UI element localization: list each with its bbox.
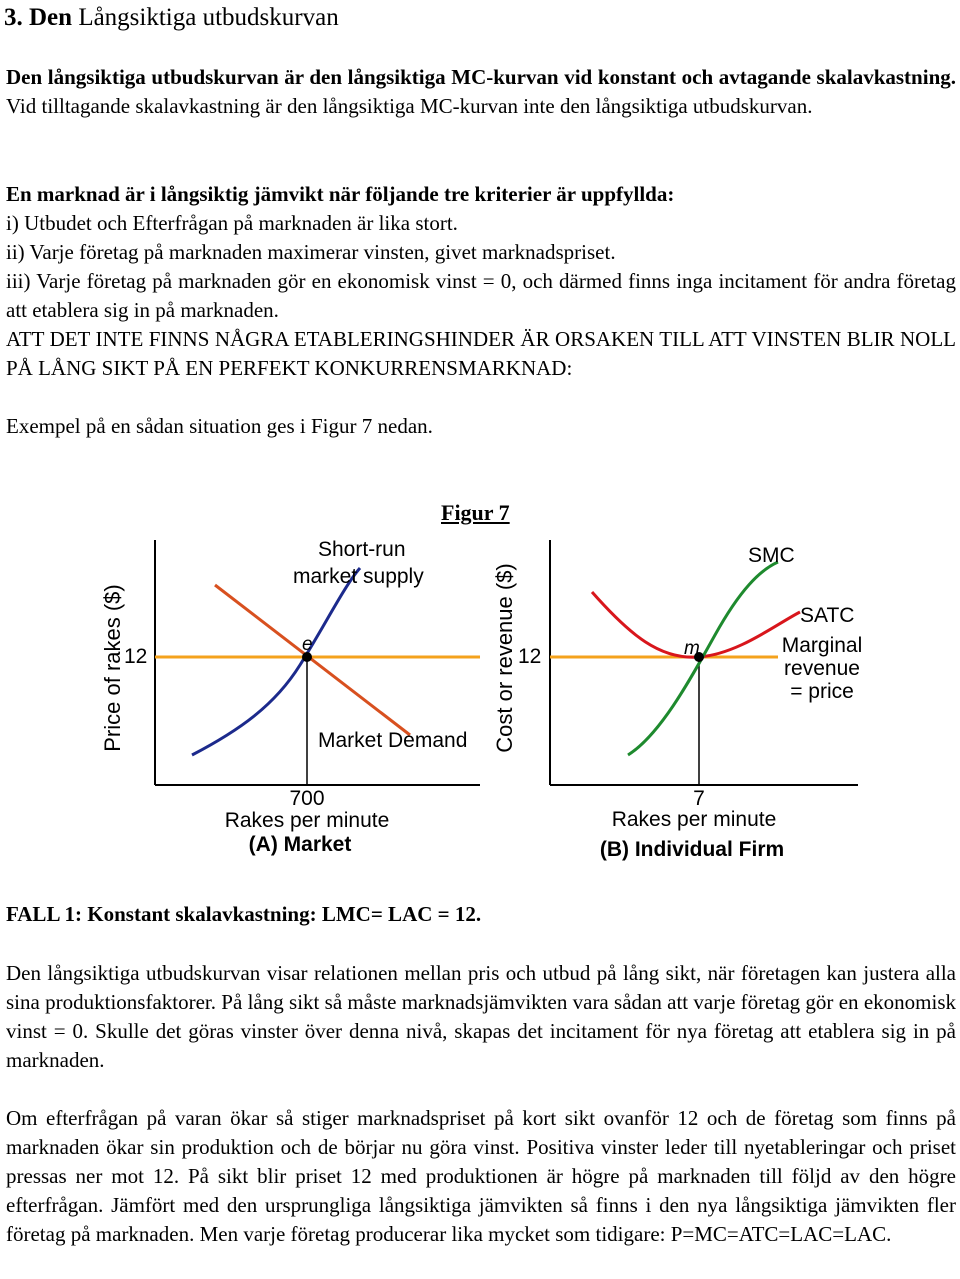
- section-heading-rest: Långsiktiga utbudskurvan: [78, 4, 339, 31]
- market-demand-curve: [215, 585, 410, 735]
- criterion-i: i) Utbudet och Efterfrågan på marknaden är lika stort.: [6, 211, 458, 235]
- criterion-ii: ii) Varje företag på marknaden maximerar vinsten, givet marknadspriset.: [6, 240, 616, 264]
- panel-a-x-value: 700: [289, 787, 325, 810]
- mr-label-3: = price: [790, 680, 854, 703]
- fall1-heading: FALL 1: Konstant skalavkastning: LMC= LAC = 12.: [6, 902, 482, 926]
- panel-b-x-value: 7: [693, 787, 705, 810]
- satc-label: SATC: [800, 604, 855, 627]
- demand-label: Market Demand: [318, 729, 468, 752]
- fall1-paragraph-1: Den långsiktiga utbudskurvan visar relationen mellan pris och utbud på lång sikt, när företagen kan justera alla sina produktionsfaktorer. På lång sikt så måste marknadsjämvikten vara sådan att varje företag gör en ekonomisk vinst = 0. Skulle det göras vinster över denna nivå, skapas det incitament för nya företag att etablera sig in på marknaden.: [6, 961, 956, 1072]
- section-heading-number: 3. Den: [4, 4, 73, 31]
- panel-a-caption: (A) Market: [248, 833, 352, 856]
- section-heading: [4, 2, 339, 34]
- example-text: Exempel på en sådan situation ges i Figur 7 nedan.: [6, 414, 433, 438]
- panel-a-xlabel: Rakes per minute: [224, 809, 390, 832]
- panel-a-point-label: e: [302, 634, 313, 655]
- intro-bold: Den långsiktiga utbudskurvan är den långsiktiga MC-kurvan vid konstant och avtagande skalavkastning.: [6, 65, 956, 89]
- figure-title: Figur 7: [441, 500, 510, 525]
- supply-label-1: Short-run: [318, 538, 406, 561]
- panel-a-ylabel: Price of rakes ($): [100, 584, 125, 752]
- panel-a-price-tick: 12: [124, 645, 148, 668]
- supply-label-2: market supply: [293, 565, 424, 588]
- figure-7: [0, 530, 960, 870]
- panel-b-ylabel: Cost or revenue ($): [492, 563, 517, 753]
- panel-b-xlabel: Rakes per minute: [611, 808, 777, 831]
- mr-label-2: revenue: [784, 657, 860, 680]
- panel-b-caption: (B) Individual Firm: [599, 838, 785, 861]
- criteria-heading: En marknad är i långsiktig jämvikt när följande tre kriterier är uppfyllda:: [6, 182, 675, 206]
- panel-b-point-label: m: [684, 638, 700, 659]
- market-supply-curve: [192, 568, 360, 755]
- intro-paragraph: [6, 63, 956, 121]
- panel-b-price-tick: 12: [518, 645, 542, 668]
- mr-label-1: Marginal: [781, 634, 863, 657]
- smc-label: SMC: [748, 544, 795, 567]
- intro-normal: Vid tilltagande skalavkastning är den långsiktiga MC-kurvan inte den långsiktiga utbudskurvan.: [6, 94, 813, 118]
- fall1-paragraph-2: Om efterfrågan på varan ökar så stiger marknadspriset på kort sikt ovanför 12 och de företag som finns på marknaden ökar sin produktion och de börjar nu göra vinst. Positiva vinster leder till nyetableringar och priset pressas ner mot 12. På sikt blir priset 12 med produktionen är högre på marknaden till följd av den högre efterfrågan. Jämfört med den ursprungliga långsiktiga jämvikten så finns i den nya långsiktiga jämvikten fler företag på marknaden. Men varje företag producerar lika mycket som tidigare: P=MC=ATC=LAC=LAC.: [6, 1106, 956, 1246]
- criteria-caps: ATT DET INTE FINNS NÅGRA ETABLERINGSHINDER ÄR ORSAKEN TILL ATT VINSTEN BLIR NOLL PÅ LÅNG SIKT PÅ EN PERFEKT KONKURRENSMARKNAD:: [6, 327, 956, 380]
- criterion-iii: iii) Varje företag på marknaden gör en ekonomisk vinst = 0, och därmed finns inga incitament för andra företag att etablera sig in på marknaden.: [6, 269, 956, 322]
